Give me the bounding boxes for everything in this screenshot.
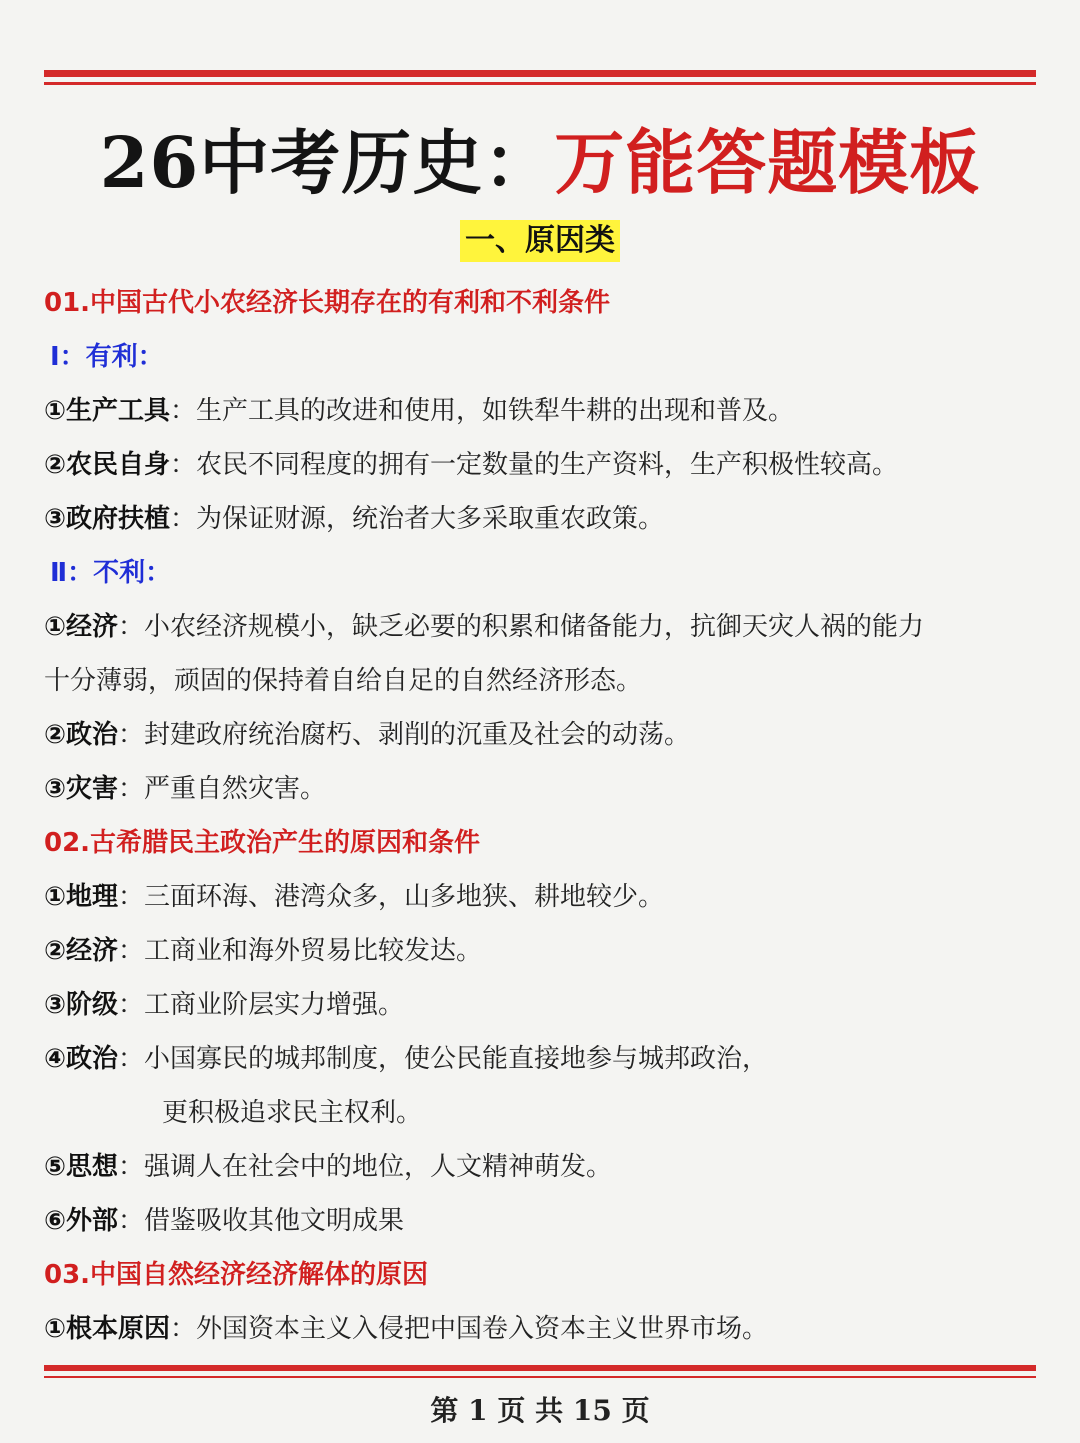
item-text: ：强调人在社会中的地位，人文精神萌发。: [118, 1152, 613, 1182]
item-marker: ④: [44, 1044, 67, 1074]
item-marker: ③: [44, 990, 67, 1020]
item-continuation: 十分薄弱，顽固的保持着自给自足的自然经济形态。: [44, 666, 643, 696]
bottom-rule-thin: [44, 1376, 1036, 1378]
item-text: ：工商业和海外贸易比较发达。: [118, 936, 483, 966]
item-marker: ③: [44, 504, 67, 534]
item-marker: ①: [44, 396, 67, 426]
item-marker: ②: [44, 936, 67, 966]
category-label: 一、原因类: [460, 220, 620, 262]
list-item: [44, 1302, 1044, 1356]
item-text: ：工商业阶层实力增强。: [118, 990, 405, 1020]
bottom-rule-thick: [44, 1365, 1036, 1371]
item-keyword: 思想: [66, 1152, 119, 1182]
list-item: [44, 1140, 1044, 1194]
list-item: [44, 1194, 1044, 1248]
item-text: ：严重自然灾害。: [118, 774, 327, 804]
item-text: ：小农经济规模小，缺乏必要的积累和储备能力，抗御天灾人祸的能力: [118, 612, 925, 642]
page-indicator: 第 1 页 共 15 页: [430, 1394, 650, 1427]
item-marker: ①: [44, 612, 67, 642]
item-text: ：封建政府统治腐朽、剥削的沉重及社会的动荡。: [118, 720, 691, 750]
subsection-label: Ⅰ：有利：: [50, 342, 164, 372]
item-keyword: 政治: [66, 720, 119, 750]
item-marker: ⑤: [44, 1152, 67, 1182]
list-item: [44, 762, 1044, 816]
item-text: ：三面环海、港湾众多，山多地狭、耕地较少。: [118, 882, 665, 912]
list-item: [44, 384, 1044, 438]
page-title-highlight: 万能答题模板: [554, 121, 981, 204]
item-keyword: 灾害: [66, 774, 119, 804]
item-marker: ②: [44, 720, 67, 750]
subsection-label: Ⅱ：不利：: [50, 558, 172, 588]
section-heading: 02.古希腊民主政治产生的原因和条件: [44, 828, 481, 858]
list-item: [44, 924, 1044, 978]
list-item: [44, 1032, 1044, 1086]
item-keyword: 地理: [66, 882, 119, 912]
list-item: [44, 978, 1044, 1032]
category-wrap: [0, 220, 1080, 262]
item-keyword: 阶级: [66, 990, 119, 1020]
item-keyword: 生产工具: [66, 396, 171, 426]
item-keyword: 根本原因: [66, 1314, 171, 1344]
item-marker: ③: [44, 774, 67, 804]
item-text: ：小国寡民的城邦制度，使公民能直接地参与城邦政治，: [118, 1044, 769, 1074]
item-continuation: 更积极追求民主权利。: [162, 1098, 423, 1128]
list-item: [44, 708, 1044, 762]
list-item: [44, 492, 1044, 546]
top-rule-thin: [44, 82, 1036, 85]
section-heading: 03.中国自然经济经济解体的原因: [44, 1260, 429, 1290]
item-text: ：借鉴吸收其他文明成果: [118, 1206, 405, 1236]
item-marker: ②: [44, 450, 67, 480]
list-item: [44, 870, 1044, 924]
page-title-prefix: 26中考历史：: [99, 121, 555, 204]
list-item: [44, 438, 1044, 492]
item-keyword: 农民自身: [66, 450, 171, 480]
item-keyword: 外部: [66, 1206, 119, 1236]
item-text: ：农民不同程度的拥有一定数量的生产资料，生产积极性较高。: [170, 450, 899, 480]
item-text: ：为保证财源，统治者大多采取重农政策。: [170, 504, 665, 534]
item-keyword: 经济: [66, 612, 119, 642]
item-keyword: 政府扶植: [66, 504, 171, 534]
item-text: ：外国资本主义入侵把中国卷入资本主义世界市场。: [170, 1314, 769, 1344]
item-marker: ①: [44, 882, 67, 912]
item-marker: ①: [44, 1314, 67, 1344]
content: [44, 276, 1044, 1356]
page-title: [0, 118, 1080, 208]
section-heading: 01.中国古代小农经济长期存在的有利和不利条件: [44, 288, 611, 318]
item-keyword: 经济: [66, 936, 119, 966]
item-keyword: 政治: [66, 1044, 119, 1074]
item-text: ：生产工具的改进和使用，如铁犁牛耕的出现和普及。: [170, 396, 795, 426]
top-rule-thick: [44, 70, 1036, 77]
list-item: [44, 600, 1044, 654]
item-marker: ⑥: [44, 1206, 67, 1236]
